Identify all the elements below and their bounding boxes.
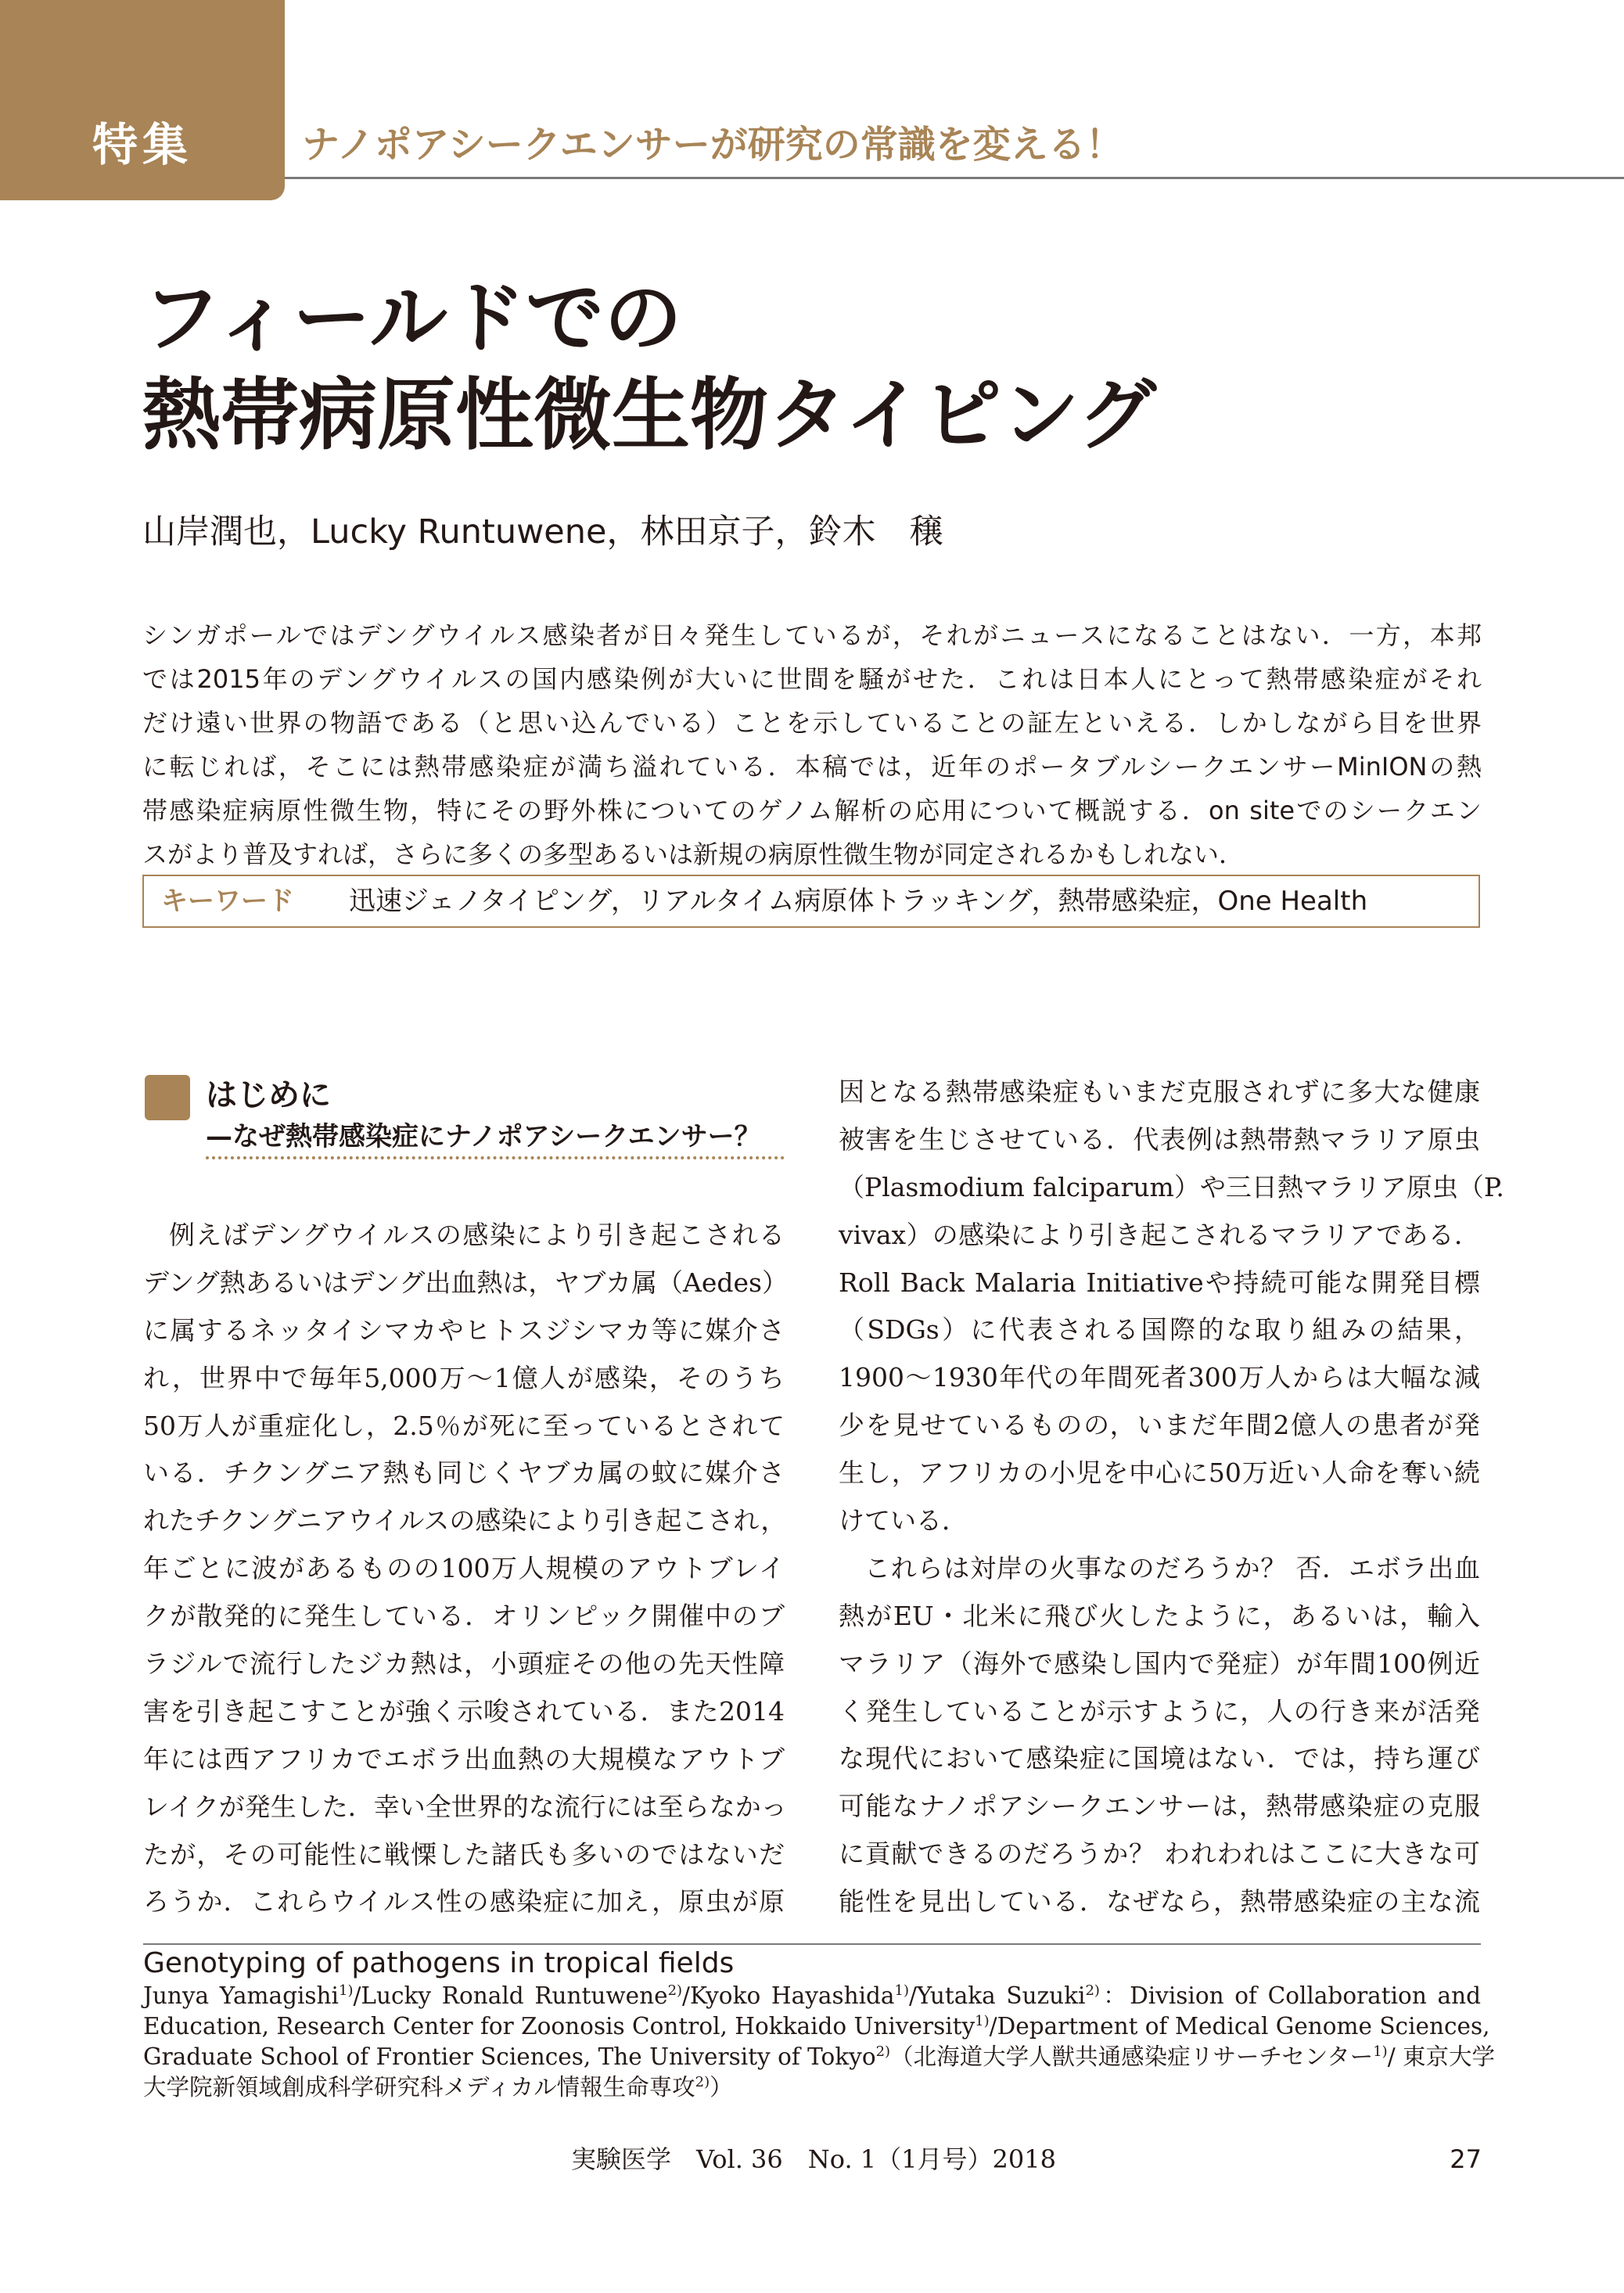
- article-title-line: フィールドでの: [142, 272, 682, 364]
- body-line: ラジルで流行したジカ熱は，小頭症その他の先天性障: [143, 1648, 785, 1680]
- body-line: マラリア（海外で感染し国内で発症）が年間100例近: [839, 1648, 1480, 1679]
- body-line: レイクが発生した．幸い全世界的な流行には至らなかっ: [143, 1791, 787, 1822]
- affiliation-marker: 2): [1085, 1982, 1100, 2000]
- body-line: 年には西アフリカでエボラ出血熱の大規模なアウトブ: [143, 1743, 785, 1774]
- body-line: に貢献できるのだろうか？ われわれはここに大きな可: [839, 1838, 1480, 1870]
- affiliation-marker: 1): [339, 1982, 354, 2000]
- affiliation-marker: 2): [695, 2074, 710, 2091]
- affiliation-text: 大学院新領域創成科学研究科メディカル情報生命専攻: [143, 2074, 695, 2101]
- body-line: vivax）の感染により引き起こされるマラリアである．: [839, 1219, 1480, 1250]
- affiliation-line: [143, 2072, 1481, 2103]
- affiliation-text: （北海道大学人獣共通感染症リサーチセンター: [890, 2043, 1374, 2070]
- section-divider: [206, 1156, 785, 1159]
- affiliation-marker: 2): [875, 2043, 891, 2061]
- affiliation-marker: 1): [1373, 2043, 1388, 2061]
- body-line: 害を引き起こすことが強く示唆されている．また2014: [143, 1695, 785, 1727]
- affiliation-line: [143, 2011, 1490, 2042]
- body-line: これらは対岸の火事なのだろうか？ 否．エボラ出血: [864, 1552, 1480, 1583]
- body-line: 生し，アフリカの小児を中心に50万近い人命を奪い続: [839, 1457, 1480, 1489]
- english-title: Genotyping of pathogens in tropical fields: [143, 1947, 735, 1979]
- affiliation-text: Education, Research Center for Zoonosis Control, Hokkaido University: [143, 2013, 975, 2040]
- body-line: ろうか．これらウイルス性の感染症に加え，原虫が原: [143, 1886, 785, 1917]
- affiliations: [143, 1981, 1496, 2103]
- section-heading: はじめに: [206, 1077, 331, 1113]
- body-line: 例えばデングウイルスの感染により引き起こされる: [169, 1220, 785, 1250]
- body-line: デング熱あるいはデング出血熱は，ヤブカ属（Aedes）: [143, 1267, 788, 1298]
- section-subheading: —なぜ熱帯感染症にナノポアシークエンサー？: [206, 1121, 761, 1152]
- article-title-line: 熱帯病原性微生物タイピング: [142, 369, 1156, 461]
- keyword-box: [142, 875, 1480, 928]
- affiliation-text: / 東京大学: [1387, 2043, 1496, 2070]
- body-line: 被害を生じさせている．代表例は熱帯熱マラリア原虫: [839, 1123, 1480, 1155]
- page-number: 27: [1450, 2144, 1482, 2174]
- body-line: に属するネッタイシマカやヒトスジシマカ等に媒介さ: [143, 1314, 785, 1346]
- author-name: /Yutaka Suzuki: [908, 1982, 1086, 2009]
- author-name: /Kyoko Hayashida: [682, 1982, 895, 2009]
- section-marker-icon: [145, 1075, 190, 1120]
- body-line: （SDGs）に代表される国際的な取り組みの結果，: [839, 1314, 1480, 1346]
- body-line: クが散発的に発生している．オリンピック開催中のブ: [143, 1601, 785, 1632]
- body-line: 50万人が重症化し，2.5％が死に至っているとされて: [143, 1410, 785, 1441]
- authors: 山岸潤也，Lucky Runtuwene，林田京子，鈴木 穣: [142, 512, 943, 552]
- affiliation-marker: 1): [894, 1982, 909, 2000]
- journal-info: 実験医学 Vol. 36 No. 1（1月号）2018: [571, 2144, 1056, 2174]
- body-line: たが，その可能性に戦慄した諸氏も多いのではないだ: [143, 1838, 785, 1870]
- abstract-line: では2015年のデングウイルスの国内感染例が大いに世間を騒がせた．これは日本人にとって熱帯感染症がそれ: [142, 664, 1482, 694]
- body-column-right: [839, 1069, 1504, 1926]
- body-line: （Plasmodium falciparum）や三日熱マラリア原虫（P.: [839, 1171, 1504, 1202]
- affiliation-marker: 2): [667, 1982, 683, 2000]
- abstract-line: スがより普及すれば，さらに多くの多型あるいは新規の病原性微生物が同定されるかもしれない．: [142, 839, 1245, 869]
- body-line: な現代において感染症に国境はない．では，持ち運び: [839, 1743, 1481, 1774]
- affiliation-text: ：Division of Collaboration and: [1099, 1982, 1481, 2009]
- body-line: 可能なナノポアシークエンサーは，熱帯感染症の克服: [839, 1791, 1480, 1822]
- header-rule: [285, 177, 1624, 179]
- affiliation-line: [143, 2042, 1496, 2072]
- affiliation-text: Graduate School of Frontier Sciences, The University of Tokyo: [143, 2043, 876, 2070]
- series-title: ナノポアシークエンサーが研究の常識を変える！: [302, 123, 1123, 167]
- article-title: [142, 270, 1550, 464]
- body-column-left: [143, 1212, 788, 1926]
- affiliation-marker: 1): [975, 2013, 990, 2030]
- keyword-label: キーワード: [161, 886, 294, 917]
- body-line: れ，世界中で毎年5,000万〜1億人が感染，そのうち: [143, 1362, 785, 1393]
- keyword-list: 迅速ジェノタイピング，リアルタイム病原体トラッキング，熱帯感染症，One Health: [349, 886, 1368, 917]
- abstract-line: に転じれば，そこには熱帯感染症が満ち溢れている．本稿では，近年のポータブルシークエンサーMinIONの熱: [142, 752, 1482, 782]
- abstract-line: だけ遠い世界の物語である（と思い込んでいる）ことを示していることの証左といえる．しかしながら目を世界: [142, 708, 1482, 738]
- body-line: いる．チクングニア熱も同じくヤブカ属の蚊に媒介さ: [143, 1457, 785, 1489]
- abstract: [142, 613, 1482, 876]
- abstract-line: 帯感染症病原性微生物，特にその野外株についてのゲノム解析の応用について概説する．on siteでのシークエン: [142, 796, 1482, 825]
- affiliation-line: [143, 1981, 1481, 2011]
- body-line: けている．: [839, 1505, 968, 1536]
- body-line: 少を見せているものの，いまだ年間2億人の患者が発: [839, 1410, 1480, 1441]
- body-line: れたチクングニアウイルスの感染により引き起こされ，: [143, 1505, 787, 1536]
- body-line: 熱がEU・北米に飛び火したように，あるいは，輸入: [839, 1600, 1480, 1631]
- body-line: 年ごとに波があるものの100万人規模のアウトブレイ: [143, 1553, 785, 1584]
- body-line: 1900〜1930年代の年間死者300万人からは大幅な減: [839, 1362, 1480, 1393]
- body-line: 能性を見出している．なぜなら，熱帯感染症の主な流: [839, 1886, 1481, 1917]
- body-line: Roll Back Malaria Initiativeや持続可能な開発目標: [839, 1267, 1480, 1298]
- abstract-line: シンガポールではデングウイルス感染者が日々発生しているが，それがニュースになることはない．一方，本邦: [142, 620, 1482, 650]
- affiliation-text: /Department of Medical Genome Sciences,: [989, 2013, 1490, 2040]
- body-line: く発生していることが示すように，人の行き来が活発: [839, 1695, 1481, 1727]
- affiliation-text: ）: [710, 2074, 733, 2101]
- series-label: 特集: [92, 118, 192, 171]
- author-name: /Lucky Ronald Runtuwene: [353, 1982, 668, 2009]
- body-line: 因となる熱帯感染症もいまだ克服されずに多大な健康: [839, 1076, 1480, 1107]
- author-name: Junya Yamagishi: [143, 1982, 339, 2009]
